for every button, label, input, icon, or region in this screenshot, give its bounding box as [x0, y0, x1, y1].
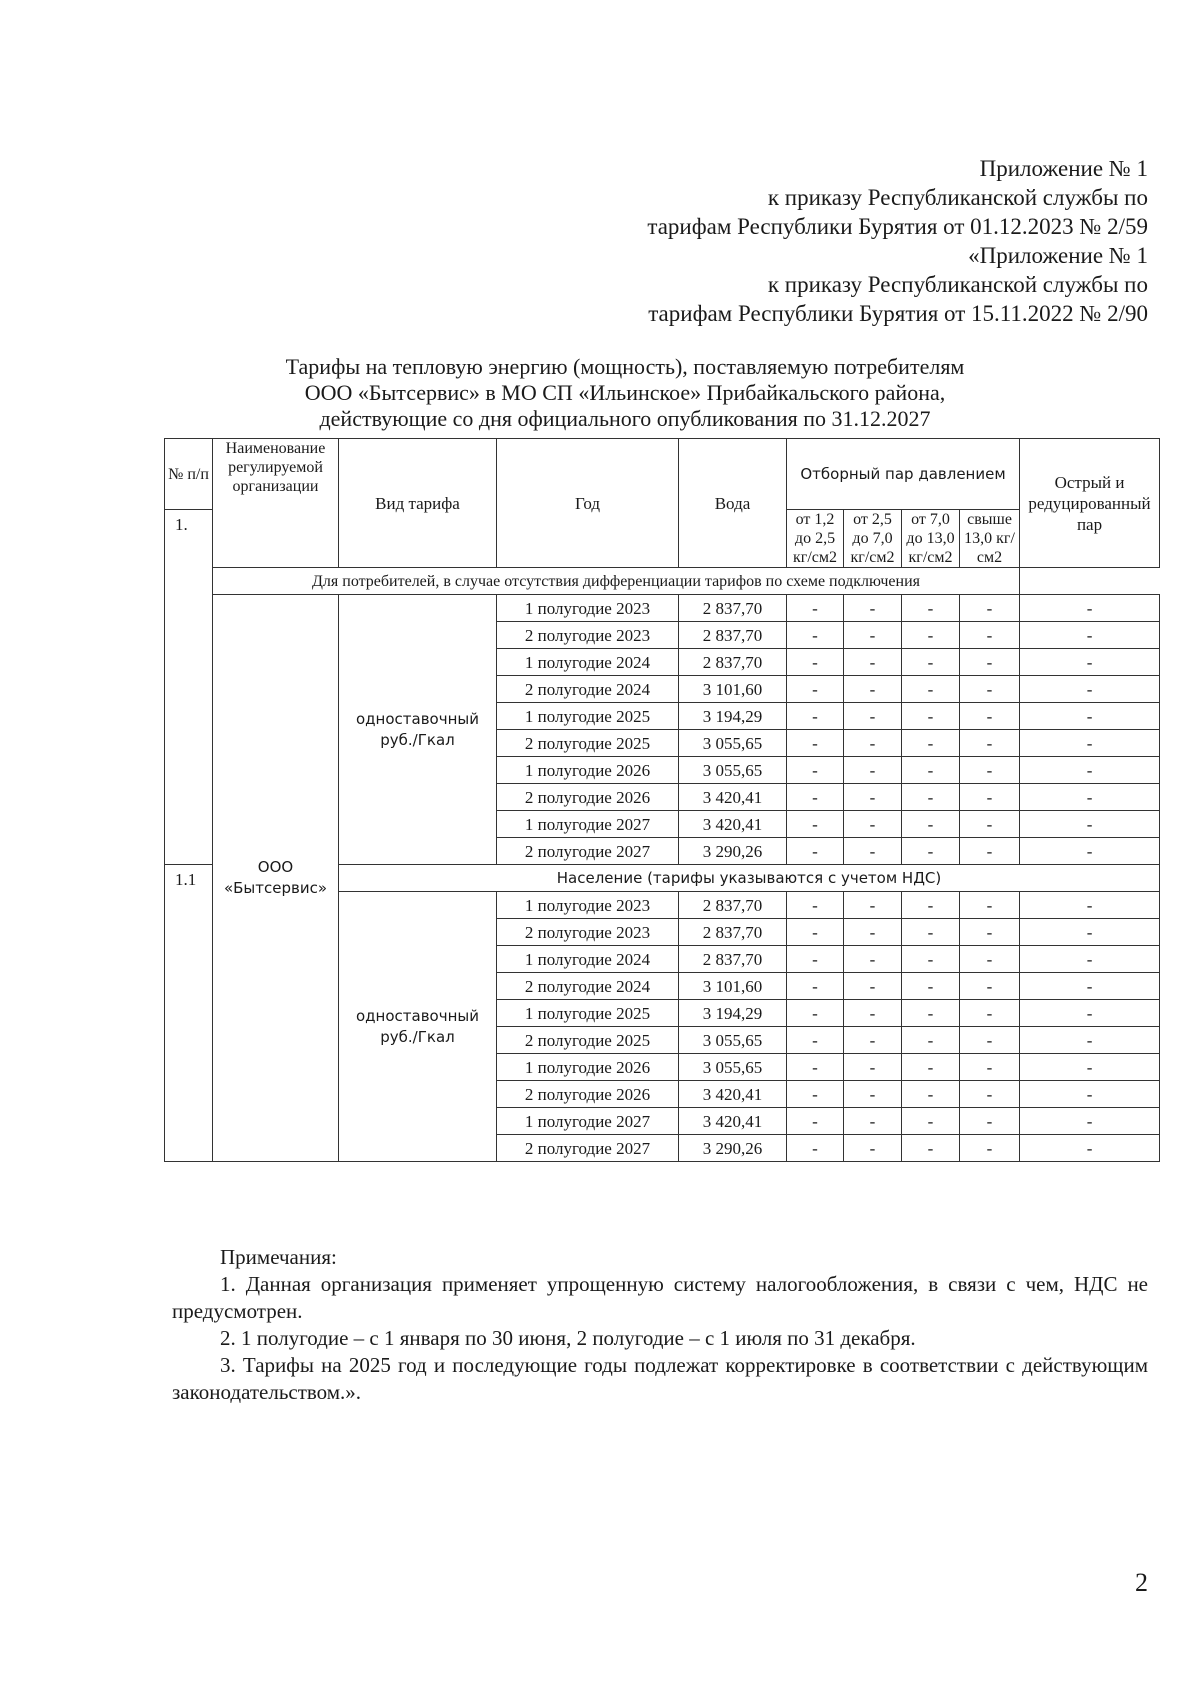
- document-title: [160, 354, 1090, 432]
- header-line: к приказу Республиканской службы по: [767, 185, 1148, 210]
- dash-cell: -: [1020, 757, 1160, 784]
- dash-cell: -: [844, 676, 902, 703]
- period-cell: 1 полугодие 2023: [497, 595, 679, 622]
- period-cell: 2 полугодие 2024: [497, 973, 679, 1000]
- dash-cell: -: [902, 838, 960, 865]
- dash-cell: -: [960, 1135, 1020, 1162]
- dash-cell: -: [960, 1081, 1020, 1108]
- dash-cell: -: [902, 1054, 960, 1081]
- dash-cell: -: [902, 1000, 960, 1027]
- dash-cell: -: [844, 946, 902, 973]
- notes: [172, 1244, 1148, 1406]
- dash-cell: -: [844, 973, 902, 1000]
- header-line: Приложение № 1: [979, 156, 1148, 181]
- dash-cell: -: [960, 892, 1020, 919]
- period-cell: 2 полугодие 2024: [497, 676, 679, 703]
- dash-cell: -: [1020, 838, 1160, 865]
- dash-cell: -: [1020, 622, 1160, 649]
- page-number: 2: [1135, 1568, 1148, 1597]
- dash-cell: -: [787, 838, 844, 865]
- dash-cell: -: [1020, 784, 1160, 811]
- water-cell: 3 055,65: [679, 757, 787, 784]
- period-cell: 2 полугодие 2027: [497, 838, 679, 865]
- dash-cell: -: [960, 1000, 1020, 1027]
- dash-cell: -: [844, 1081, 902, 1108]
- dash-cell: -: [960, 1108, 1020, 1135]
- tariff-type: одноставочный руб./Гкал: [339, 595, 497, 865]
- water-cell: 3 055,65: [679, 730, 787, 757]
- period-cell: 2 полугодие 2026: [497, 784, 679, 811]
- note-item: 2. 1 полугодие – с 1 января по 30 июня, 2 полугодие – с 1 июля по 31 декабря.: [220, 1326, 916, 1350]
- row-number: 1.1: [165, 865, 213, 1162]
- dash-cell: -: [902, 703, 960, 730]
- dash-cell: -: [787, 784, 844, 811]
- dash-cell: -: [787, 1000, 844, 1027]
- dash-cell: -: [844, 1135, 902, 1162]
- tariff-table: [164, 438, 1160, 1162]
- col-header-steam-group: Отборный пар давлением: [787, 439, 1020, 510]
- dash-cell: -: [844, 622, 902, 649]
- dash-cell: -: [787, 730, 844, 757]
- dash-cell: -: [787, 595, 844, 622]
- dash-cell: -: [960, 757, 1020, 784]
- dash-cell: -: [902, 784, 960, 811]
- dash-cell: -: [960, 973, 1020, 1000]
- dash-cell: -: [844, 838, 902, 865]
- dash-cell: -: [844, 1027, 902, 1054]
- water-cell: 3 101,60: [679, 676, 787, 703]
- dash-cell: -: [1020, 1054, 1160, 1081]
- header-line: к приказу Республиканской службы по: [767, 272, 1148, 297]
- section-label: Для потребителей, в случае отсутствия дифференциации тарифов по схеме подключения: [213, 568, 1020, 595]
- dash-cell: -: [787, 1135, 844, 1162]
- dash-cell: -: [844, 757, 902, 784]
- dash-cell: -: [787, 649, 844, 676]
- dash-cell: -: [844, 649, 902, 676]
- water-cell: 3 194,29: [679, 703, 787, 730]
- water-cell: 3 420,41: [679, 784, 787, 811]
- section-row: [165, 568, 1160, 595]
- dash-cell: -: [1020, 1081, 1160, 1108]
- col-header-steam-2: от 2,5 до 7,0 кг/см2: [844, 510, 902, 568]
- dash-cell: -: [960, 919, 1020, 946]
- dash-cell: -: [1020, 1135, 1160, 1162]
- dash-cell: -: [960, 1054, 1020, 1081]
- water-cell: 3 290,26: [679, 1135, 787, 1162]
- dash-cell: -: [844, 1108, 902, 1135]
- dash-cell: -: [787, 1081, 844, 1108]
- dash-cell: -: [902, 946, 960, 973]
- water-cell: 2 837,70: [679, 649, 787, 676]
- dash-cell: -: [787, 1108, 844, 1135]
- dash-cell: -: [787, 946, 844, 973]
- water-cell: 2 837,70: [679, 595, 787, 622]
- col-header-num: № п/п: [165, 439, 213, 510]
- dash-cell: -: [787, 811, 844, 838]
- dash-cell: -: [1020, 892, 1160, 919]
- water-cell: 3 101,60: [679, 973, 787, 1000]
- org-name: ООО «Бытсервис»: [213, 595, 339, 1162]
- dash-cell: -: [1020, 811, 1160, 838]
- dash-cell: -: [902, 811, 960, 838]
- appendix-header: [528, 154, 1148, 328]
- dash-cell: -: [1020, 595, 1160, 622]
- header-row: [165, 439, 1160, 510]
- period-cell: 1 полугодие 2023: [497, 892, 679, 919]
- dash-cell: -: [787, 622, 844, 649]
- dash-cell: -: [844, 784, 902, 811]
- dash-cell: -: [844, 703, 902, 730]
- row-number: 1.: [165, 510, 213, 865]
- dash-cell: -: [902, 1135, 960, 1162]
- dash-cell: -: [1020, 946, 1160, 973]
- title-line: действующие со дня официального опубликования по 31.12.2027: [319, 406, 931, 431]
- col-header-steam-3: от 7,0 до 13,0 кг/см2: [902, 510, 960, 568]
- dash-cell: -: [960, 946, 1020, 973]
- water-cell: 3 420,41: [679, 1081, 787, 1108]
- dash-cell: -: [787, 919, 844, 946]
- col-header-steam-1: от 1,2 до 2,5 кг/см2: [787, 510, 844, 568]
- dash-cell: -: [787, 676, 844, 703]
- col-header-steam-4: свыше 13,0 кг/см2: [960, 510, 1020, 568]
- period-cell: 2 полугодие 2025: [497, 730, 679, 757]
- dash-cell: -: [787, 1054, 844, 1081]
- col-header-year: Год: [497, 439, 679, 568]
- period-cell: 2 полугодие 2025: [497, 1027, 679, 1054]
- water-cell: 3 194,29: [679, 1000, 787, 1027]
- period-cell: 2 полугодие 2023: [497, 919, 679, 946]
- dash-cell: -: [960, 730, 1020, 757]
- dash-cell: -: [1020, 973, 1160, 1000]
- dash-cell: -: [1020, 919, 1160, 946]
- dash-cell: -: [902, 757, 960, 784]
- dash-cell: -: [844, 595, 902, 622]
- title-line: ООО «Бытсервис» в МО СП «Ильинское» Прибайкальского района,: [304, 380, 946, 405]
- dash-cell: -: [960, 622, 1020, 649]
- period-cell: 2 полугодие 2023: [497, 622, 679, 649]
- section-label: Население (тарифы указываются с учетом НДС): [339, 865, 1160, 892]
- dash-cell: -: [1020, 1027, 1160, 1054]
- dash-cell: -: [960, 649, 1020, 676]
- dash-cell: -: [902, 1027, 960, 1054]
- dash-cell: -: [1020, 703, 1160, 730]
- period-cell: 1 полугодие 2025: [497, 1000, 679, 1027]
- col-header-org: Наименование регулируемой организации: [213, 439, 339, 568]
- water-cell: 2 837,70: [679, 946, 787, 973]
- dash-cell: -: [844, 730, 902, 757]
- col-header-tariff-type: Вид тарифа: [339, 439, 497, 568]
- dash-cell: -: [902, 1108, 960, 1135]
- dash-cell: -: [960, 703, 1020, 730]
- dash-cell: -: [902, 622, 960, 649]
- water-cell: 3 420,41: [679, 1108, 787, 1135]
- period-cell: 2 полугодие 2026: [497, 1081, 679, 1108]
- tariff-type: одноставочный руб./Гкал: [339, 892, 497, 1162]
- water-cell: 2 837,70: [679, 892, 787, 919]
- dash-cell: -: [1020, 649, 1160, 676]
- dash-cell: -: [902, 973, 960, 1000]
- dash-cell: -: [1020, 1108, 1160, 1135]
- water-cell: 3 290,26: [679, 838, 787, 865]
- table-row: [165, 595, 1160, 622]
- period-cell: 1 полугодие 2026: [497, 1054, 679, 1081]
- dash-cell: -: [960, 676, 1020, 703]
- period-cell: 1 полугодие 2024: [497, 649, 679, 676]
- col-header-sharp-steam: Острый и редуцированный пар: [1020, 439, 1160, 568]
- water-cell: 3 420,41: [679, 811, 787, 838]
- dash-cell: -: [787, 703, 844, 730]
- header-line: тарифам Республики Бурятия от 01.12.2023 № 2/59: [647, 214, 1148, 239]
- dash-cell: -: [1020, 1000, 1160, 1027]
- period-cell: 1 полугодие 2027: [497, 811, 679, 838]
- dash-cell: -: [902, 730, 960, 757]
- dash-cell: -: [787, 1027, 844, 1054]
- water-cell: 2 837,70: [679, 919, 787, 946]
- notes-title: Примечания:: [220, 1245, 337, 1269]
- dash-cell: -: [787, 973, 844, 1000]
- period-cell: 2 полугодие 2027: [497, 1135, 679, 1162]
- water-cell: 2 837,70: [679, 622, 787, 649]
- water-cell: 3 055,65: [679, 1054, 787, 1081]
- dash-cell: -: [844, 1000, 902, 1027]
- dash-cell: -: [902, 892, 960, 919]
- dash-cell: -: [902, 1081, 960, 1108]
- dash-cell: -: [960, 595, 1020, 622]
- dash-cell: -: [902, 649, 960, 676]
- dash-cell: -: [1020, 730, 1160, 757]
- note-item: 1. Данная организация применяет упрощенную систему налогообложения, в связи с чем, НДС не предусмотрен.: [172, 1272, 1148, 1323]
- dash-cell: -: [960, 838, 1020, 865]
- period-cell: 1 полугодие 2026: [497, 757, 679, 784]
- title-line: Тарифы на тепловую энергию (мощность), поставляемую потребителям: [285, 354, 965, 379]
- dash-cell: -: [960, 1027, 1020, 1054]
- dash-cell: -: [787, 892, 844, 919]
- dash-cell: -: [1020, 676, 1160, 703]
- dash-cell: -: [902, 595, 960, 622]
- dash-cell: -: [844, 892, 902, 919]
- water-cell: 3 055,65: [679, 1027, 787, 1054]
- col-header-water: Вода: [679, 439, 787, 568]
- header-line: «Приложение № 1: [968, 243, 1148, 268]
- dash-cell: -: [960, 784, 1020, 811]
- note-item: 3. Тарифы на 2025 год и последующие годы подлежат корректировке в соответствии с действующим законодательством.».: [172, 1353, 1148, 1404]
- dash-cell: -: [902, 919, 960, 946]
- dash-cell: -: [844, 1054, 902, 1081]
- period-cell: 1 полугодие 2025: [497, 703, 679, 730]
- period-cell: 1 полугодие 2027: [497, 1108, 679, 1135]
- dash-cell: -: [844, 811, 902, 838]
- dash-cell: -: [902, 676, 960, 703]
- period-cell: 1 полугодие 2024: [497, 946, 679, 973]
- dash-cell: -: [787, 757, 844, 784]
- header-line: тарифам Республики Бурятия от 15.11.2022 № 2/90: [648, 301, 1148, 326]
- dash-cell: -: [960, 811, 1020, 838]
- dash-cell: -: [844, 919, 902, 946]
